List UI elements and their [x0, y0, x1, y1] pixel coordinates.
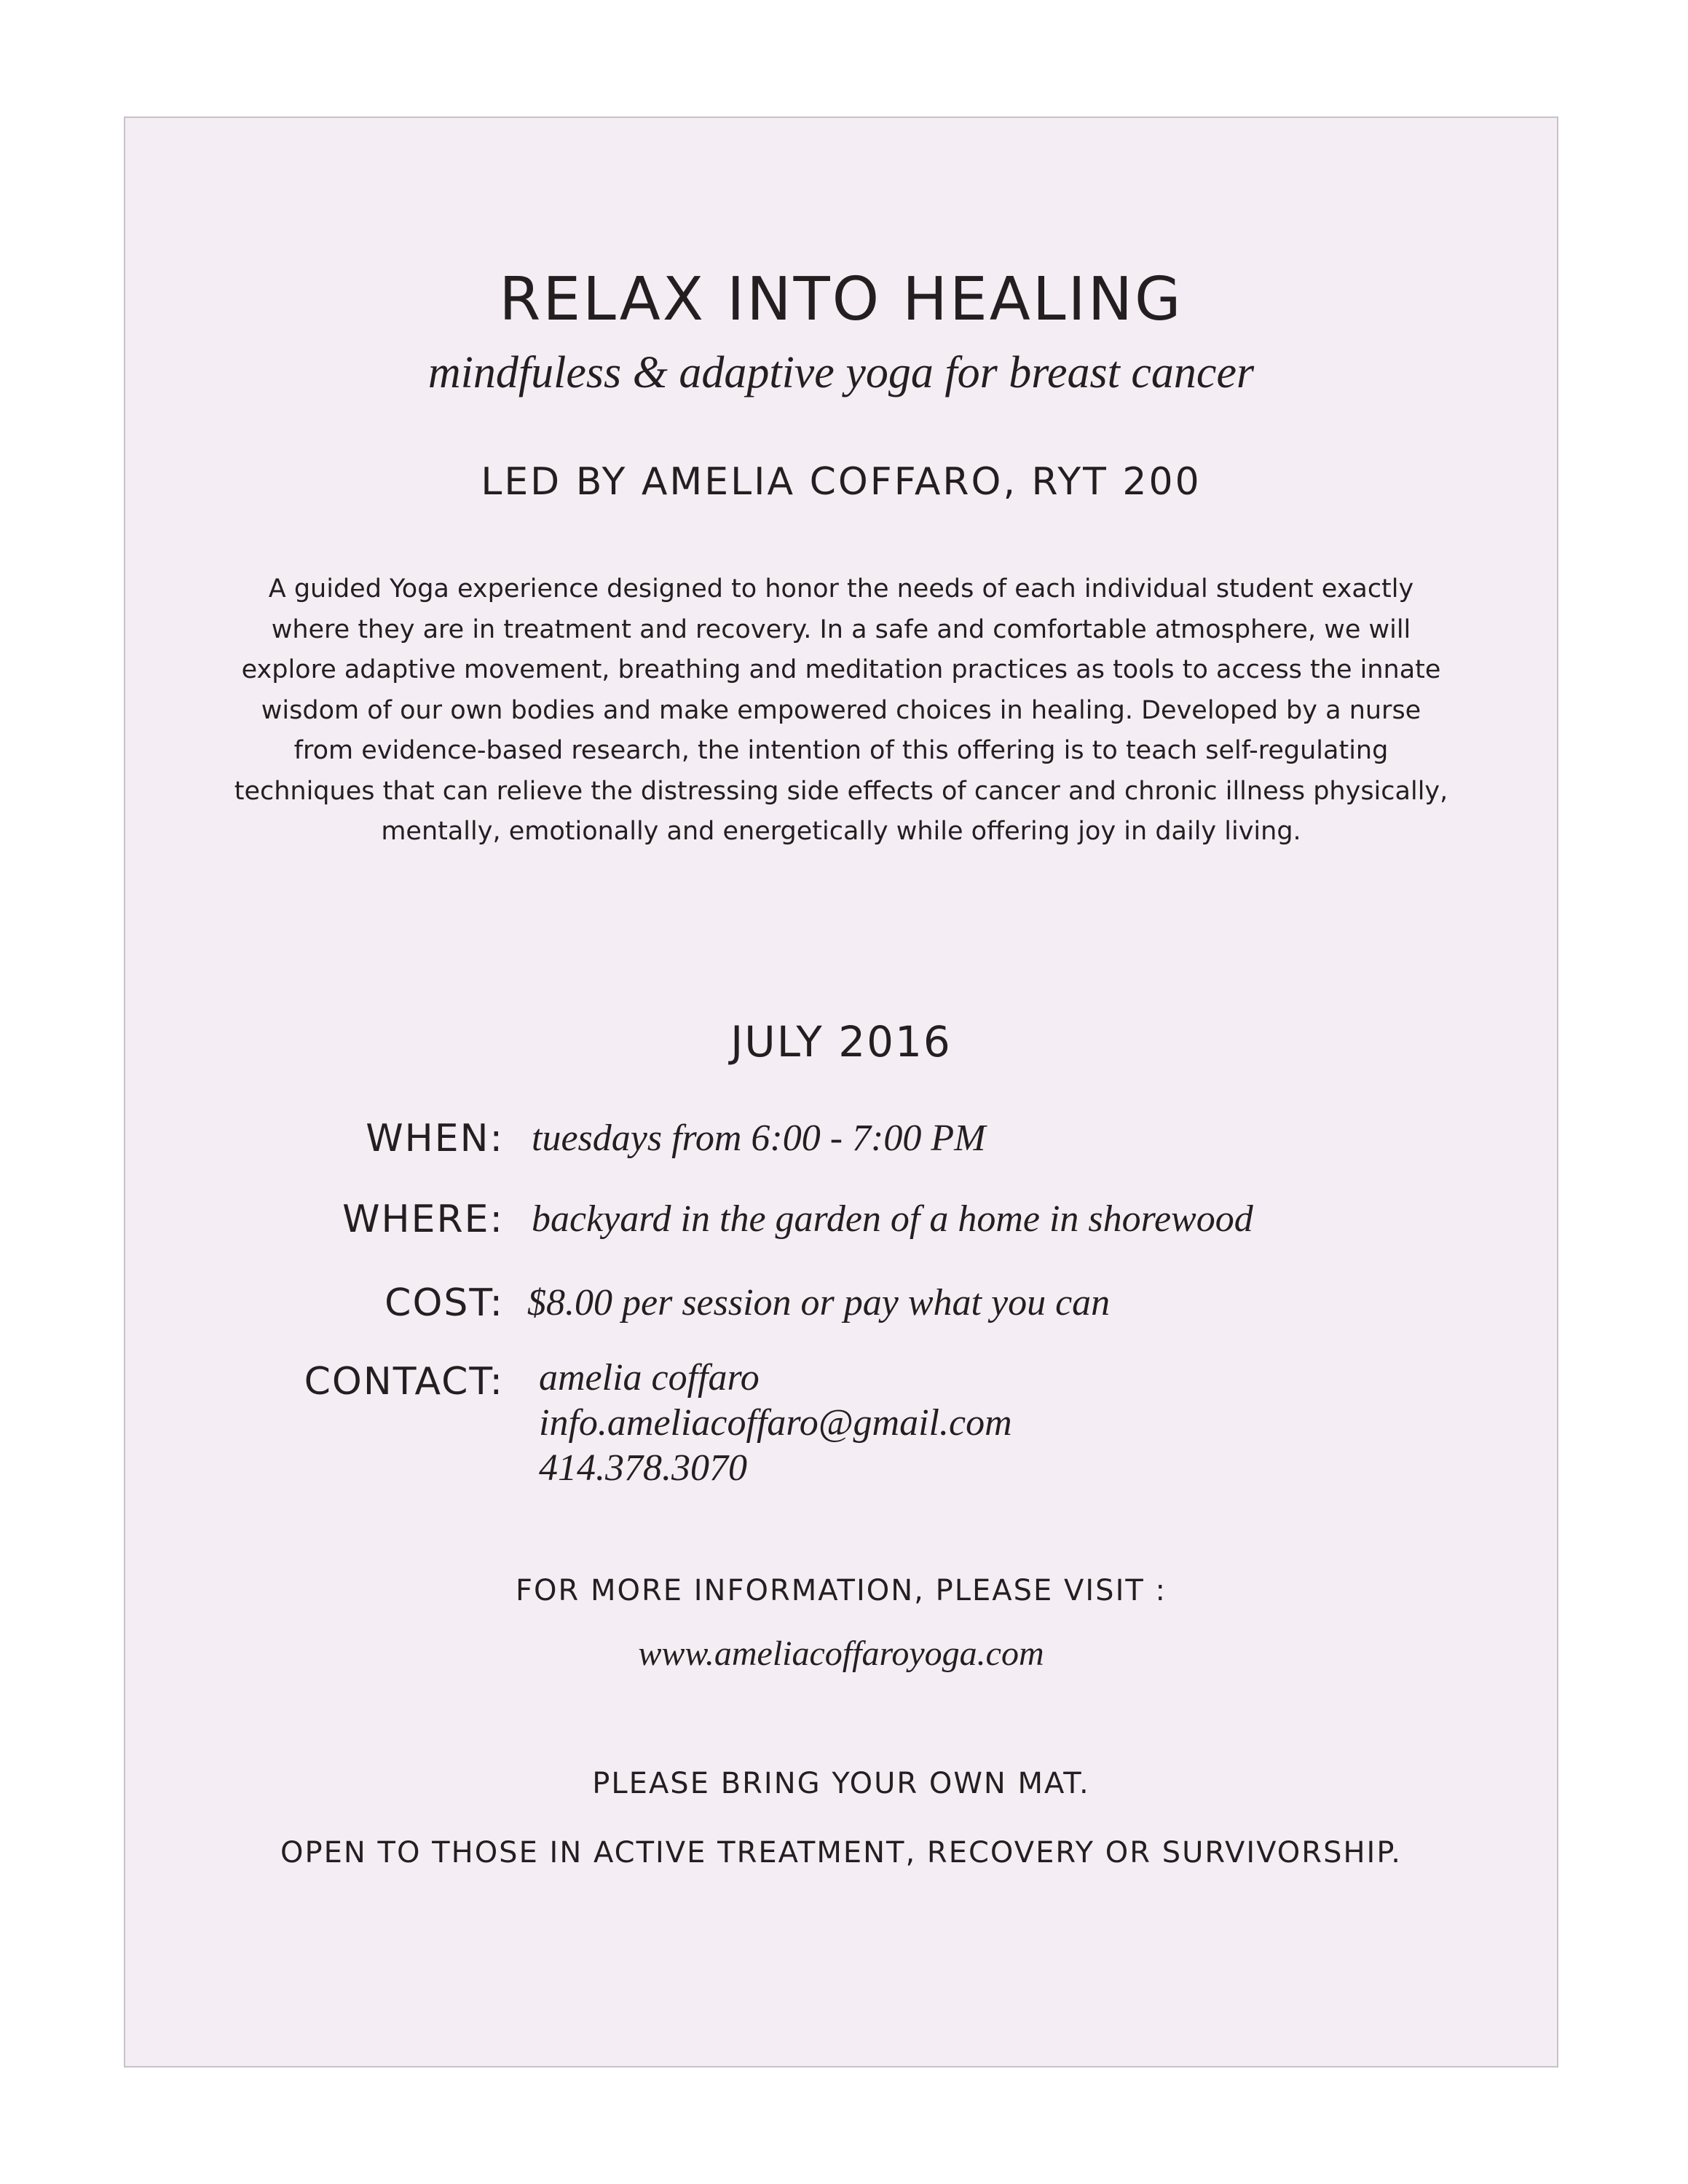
contact-name: amelia coffaro	[539, 1357, 760, 1398]
where-label: WHERE:	[342, 1198, 504, 1241]
flyer-page	[124, 116, 1558, 2068]
website-link[interactable]: www.ameliacoffaroyoga.com	[638, 1634, 1044, 1673]
cost-label: COST:	[384, 1281, 504, 1325]
flyer-subtitle: mindfuless & adaptive yoga for breast cancer	[427, 348, 1255, 397]
when-value: tuesdays from 6:00 - 7:00 PM	[532, 1117, 986, 1159]
contact-details	[539, 1356, 1012, 1491]
month-heading: JULY 2016	[730, 1017, 952, 1067]
more-info-line: FOR MORE INFORMATION, PLEASE VISIT :	[515, 1574, 1167, 1607]
description-line: wisdom of our own bodies and make empowered choices in healing. Developed by a nurse	[261, 695, 1421, 725]
cost-value: $8.00 per session or pay what you can	[527, 1282, 1111, 1324]
description-paragraph	[227, 569, 1455, 852]
contact-phone[interactable]: 414.378.3070	[539, 1447, 747, 1489]
description-line: from evidence-based research, the intention of this offering is to teach self-regulating	[293, 736, 1389, 765]
description-line: where they are in treatment and recovery. In a safe and comfortable atmosphere, we will	[271, 614, 1411, 644]
led-by-line: LED BY AMELIA COFFARO, RYT 200	[481, 460, 1202, 504]
flyer-title: RELAX INTO HEALING	[499, 265, 1183, 334]
description-line: explore adaptive movement, breathing and meditation practices as tools to access the innate	[241, 655, 1441, 684]
open-to-note: OPEN TO THOSE IN ACTIVE TREATMENT, RECOVERY OR SURVIVORSHIP.	[280, 1836, 1402, 1870]
contact-email[interactable]: info.ameliacoffaro@gmail.com	[539, 1402, 1012, 1444]
description-line: mentally, emotionally and energetically while offering joy in daily living.	[381, 817, 1301, 846]
when-label: WHEN:	[366, 1117, 504, 1160]
where-value: backyard in the garden of a home in shorewood	[532, 1198, 1253, 1240]
description-line: A guided Yoga experience designed to honor the needs of each individual student exactly	[268, 574, 1414, 604]
bring-mat-note: PLEASE BRING YOUR OWN MAT.	[592, 1767, 1090, 1800]
description-line: techniques that can relieve the distressing side effects of cancer and chronic illness physically,	[234, 776, 1448, 806]
contact-label: CONTACT:	[304, 1360, 504, 1404]
